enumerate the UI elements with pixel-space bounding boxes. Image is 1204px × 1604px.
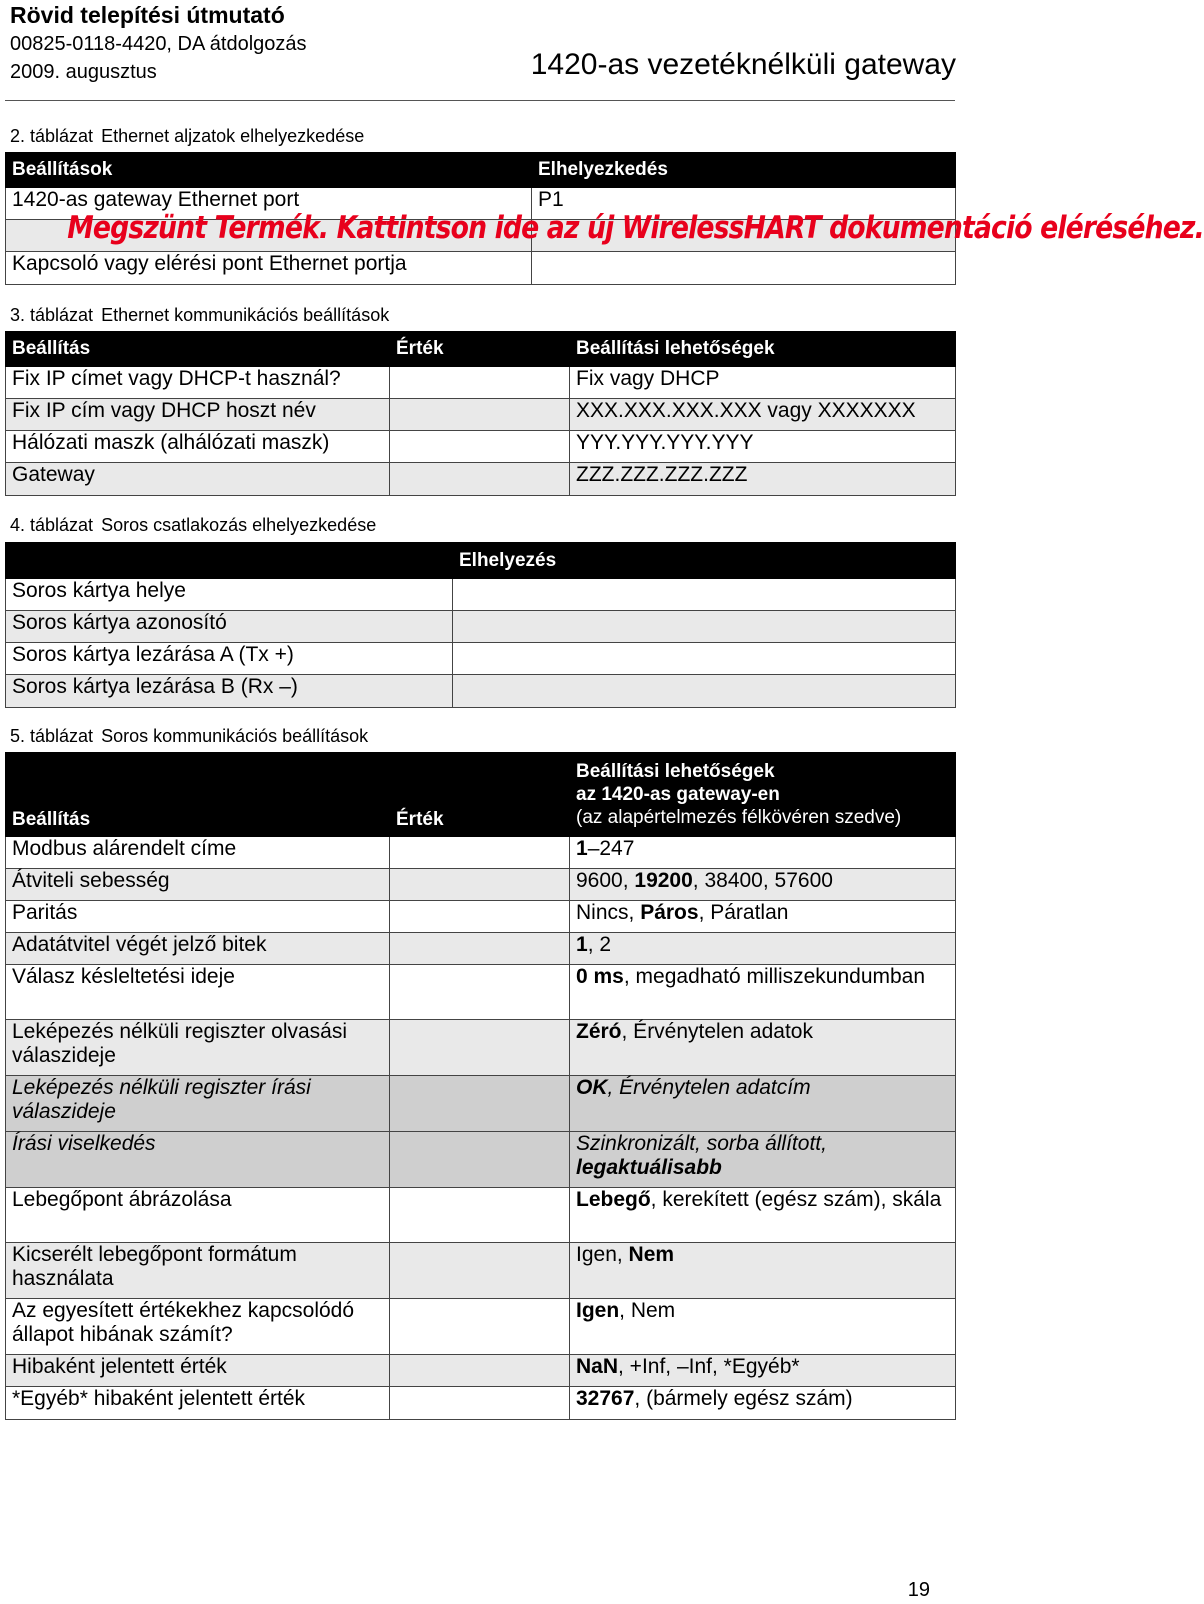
table4-caption-text: Soros csatlakozás elhelyezkedése	[101, 515, 377, 535]
table-row	[6, 399, 956, 431]
options-prefix: Igen,	[576, 1243, 629, 1266]
options-header-line3: (az alapértelmezés félkövéren szedve)	[576, 807, 902, 828]
col-header-setting: Beállítás	[6, 332, 390, 367]
cell-options	[570, 1132, 956, 1188]
other-options: , Nem	[619, 1299, 676, 1322]
cell-options: XXX.XXX.XXX.XXX vagy XXXXXXX	[570, 399, 956, 431]
cell-setting: Átviteli sebesség	[6, 869, 390, 901]
cell-setting: Paritás	[6, 901, 390, 933]
cell-setting: Adatátvitel végét jelző bitek	[6, 933, 390, 965]
cell-value	[390, 463, 570, 496]
table-row	[6, 1299, 956, 1355]
doc-date: 2009. augusztus	[10, 61, 157, 83]
default-option: OK	[576, 1076, 608, 1099]
cell-setting: Kicserélt lebegőpont formátum használata	[6, 1243, 390, 1299]
cell-options	[570, 965, 956, 1020]
cell-setting: Fix IP cím vagy DHCP hoszt név	[6, 399, 390, 431]
cell-options: ZZZ.ZZZ.ZZZ.ZZZ	[570, 463, 956, 496]
table-row	[6, 579, 956, 611]
doc-number: 00825-0118-4420, DA átdolgozás	[10, 33, 307, 55]
col-header-blank	[6, 543, 453, 579]
table2-caption	[10, 126, 364, 147]
cell-placement	[453, 579, 956, 611]
cell-setting: Hálózati maszk (alhálózati maszk)	[6, 431, 390, 463]
cell-value	[390, 1188, 570, 1243]
cell-value	[390, 367, 570, 399]
other-options: , +Inf, –Inf, *Egyéb*	[618, 1355, 800, 1378]
table4-caption-number: 4. táblázat	[10, 515, 94, 535]
cell-location: P1	[532, 188, 956, 220]
default-option: legaktuálisabb	[576, 1156, 722, 1179]
other-options: , (bármely egész szám)	[634, 1387, 853, 1410]
page-number: 19	[907, 1579, 930, 1601]
table2-caption-text: Ethernet aljzatok elhelyezkedése	[101, 126, 365, 146]
cell-options	[570, 1076, 956, 1132]
table4-caption	[10, 515, 376, 536]
cell-setting: Leképezés nélküli regiszter olvasási válaszideje	[6, 1020, 390, 1076]
table-row	[6, 869, 956, 901]
cell-setting: Modbus alárendelt címe	[6, 837, 390, 869]
cell-location	[532, 252, 956, 285]
cell-value	[390, 901, 570, 933]
cell-value	[390, 837, 570, 869]
other-options: , megadható milliszekundumban	[623, 965, 926, 988]
table-row	[6, 1188, 956, 1243]
col-header-placement: Elhelyezés	[453, 543, 956, 579]
table-header-row	[6, 543, 956, 579]
cell-options	[570, 1387, 956, 1420]
table-row	[6, 252, 956, 285]
cell-options	[570, 1355, 956, 1387]
default-option: 0 ms	[576, 965, 624, 988]
options-prefix: Nincs,	[576, 901, 641, 924]
cell-placement	[453, 675, 956, 708]
table-header-row	[6, 153, 956, 188]
cell-value	[390, 1243, 570, 1299]
cell-options	[570, 901, 956, 933]
cell-setting: Lebegőpont ábrázolása	[6, 1188, 390, 1243]
default-option: Nem	[628, 1243, 675, 1266]
table3-caption-number: 3. táblázat	[10, 305, 94, 325]
col-header-settings: Beállítások	[6, 153, 532, 188]
table3-caption	[10, 305, 389, 326]
cell-options	[570, 837, 956, 869]
cell-options	[570, 933, 956, 965]
default-option: NaN	[576, 1355, 619, 1378]
serial-settings-table	[5, 752, 956, 1420]
col-header-location: Elhelyezkedés	[532, 153, 956, 188]
cell-value	[390, 1299, 570, 1355]
cell-value	[390, 933, 570, 965]
cell-value	[390, 431, 570, 463]
cell-setting: Az egyesített értékekhez kapcsolódó állapot hibának számít?	[6, 1299, 390, 1355]
table-row	[6, 933, 956, 965]
doc-title: Rövid telepítési útmutató	[10, 2, 285, 28]
cell-options	[570, 1299, 956, 1355]
cell-setting: Válasz késleltetési ideje	[6, 965, 390, 1020]
table-row	[6, 675, 956, 708]
default-option: 32767	[576, 1387, 635, 1410]
options-prefix: Szinkronizált, sorba állított,	[576, 1132, 827, 1155]
default-option: 1	[576, 837, 588, 860]
ethernet-settings-table	[5, 331, 956, 496]
table-header-row	[6, 332, 956, 367]
col-header-value: Érték	[390, 332, 570, 367]
col-header-setting: Beállítás	[6, 753, 390, 837]
options-header-line2: az 1420-as gateway-en	[576, 784, 780, 805]
table-row	[6, 1243, 956, 1299]
default-option: Páros	[640, 901, 699, 924]
cell-setting: Soros kártya azonosító	[6, 611, 453, 643]
cell-value	[390, 1020, 570, 1076]
table-row	[6, 643, 956, 675]
table-row	[6, 431, 956, 463]
cell-setting: Soros kártya lezárása B (Rx –)	[6, 675, 453, 708]
cell-value	[390, 399, 570, 431]
table5-caption-number: 5. táblázat	[10, 726, 94, 746]
cell-value	[390, 1132, 570, 1188]
col-header-options: Beállítási lehetőségek	[570, 332, 956, 367]
table5-caption	[10, 726, 368, 747]
table5-caption-text: Soros kommunikációs beállítások	[101, 726, 369, 746]
cell-placement	[453, 611, 956, 643]
table-row	[6, 837, 956, 869]
table2-caption-number: 2. táblázat	[10, 126, 94, 146]
cell-setting: *Egyéb* hibaként jelentett érték	[6, 1387, 390, 1420]
table-row	[6, 1387, 956, 1420]
table-row	[6, 463, 956, 496]
cell-setting: Leképezés nélküli regiszter írási válaszideje	[6, 1076, 390, 1132]
cell-value	[390, 965, 570, 1020]
table-row	[6, 1076, 956, 1132]
options-header-line1: Beállítási lehetőségek	[576, 761, 775, 782]
other-options: –247	[587, 837, 635, 860]
cell-options: YYY.YYY.YYY.YYY	[570, 431, 956, 463]
default-option: 1	[576, 933, 588, 956]
col-header-options	[570, 753, 956, 837]
cell-options	[570, 1243, 956, 1299]
cell-setting: Soros kártya lezárása A (Tx +)	[6, 643, 453, 675]
other-options: , kerekített (egész szám), skála	[650, 1188, 942, 1211]
table-row	[6, 1020, 956, 1076]
options-prefix: 9600,	[576, 869, 635, 892]
default-option: Zéró	[576, 1020, 622, 1043]
cell-options	[570, 869, 956, 901]
product-name: 1420-as vezetéknélküli gateway	[530, 48, 956, 81]
cell-value	[390, 1355, 570, 1387]
table-header-row	[6, 753, 956, 837]
table-row	[6, 901, 956, 933]
table3-caption-text: Ethernet kommunikációs beállítások	[101, 305, 390, 325]
default-option: Lebegő	[576, 1188, 651, 1211]
cell-setting: Kapcsoló vagy elérési pont Ethernet portja	[6, 252, 532, 285]
table-row	[6, 611, 956, 643]
other-options: , Érvénytelen adatok	[621, 1020, 813, 1043]
serial-connection-table	[5, 542, 956, 708]
table-row	[6, 367, 956, 399]
table-row	[6, 1132, 956, 1188]
cell-value	[390, 869, 570, 901]
table-row	[6, 1355, 956, 1387]
cell-setting: Írási viselkedés	[6, 1132, 390, 1188]
table-row	[6, 965, 956, 1020]
cell-options: Fix vagy DHCP	[570, 367, 956, 399]
cell-options	[570, 1188, 956, 1243]
header-divider	[5, 100, 955, 101]
cell-setting: 1420-as gateway Ethernet port	[6, 188, 532, 220]
cell-setting: Fix IP címet vagy DHCP-t használ?	[6, 367, 390, 399]
cell-options	[570, 1020, 956, 1076]
col-header-value: Érték	[390, 753, 570, 837]
other-options: , 38400, 57600	[692, 869, 833, 892]
cell-setting: Soros kártya helye	[6, 579, 453, 611]
cell-placement	[453, 643, 956, 675]
cell-value	[390, 1076, 570, 1132]
discontinued-product-link[interactable]: Megszünt Termék. Kattintson ide az új WirelessHART dokumentáció eléréséhez.	[67, 210, 1204, 246]
other-options: , Páratlan	[698, 901, 789, 924]
default-option: 19200	[634, 869, 693, 892]
other-options: , 2	[587, 933, 612, 956]
cell-setting: Gateway	[6, 463, 390, 496]
cell-value	[390, 1387, 570, 1420]
other-options: , Érvénytelen adatcím	[607, 1076, 811, 1099]
cell-setting: Hibaként jelentett érték	[6, 1355, 390, 1387]
default-option: Igen	[576, 1299, 620, 1322]
